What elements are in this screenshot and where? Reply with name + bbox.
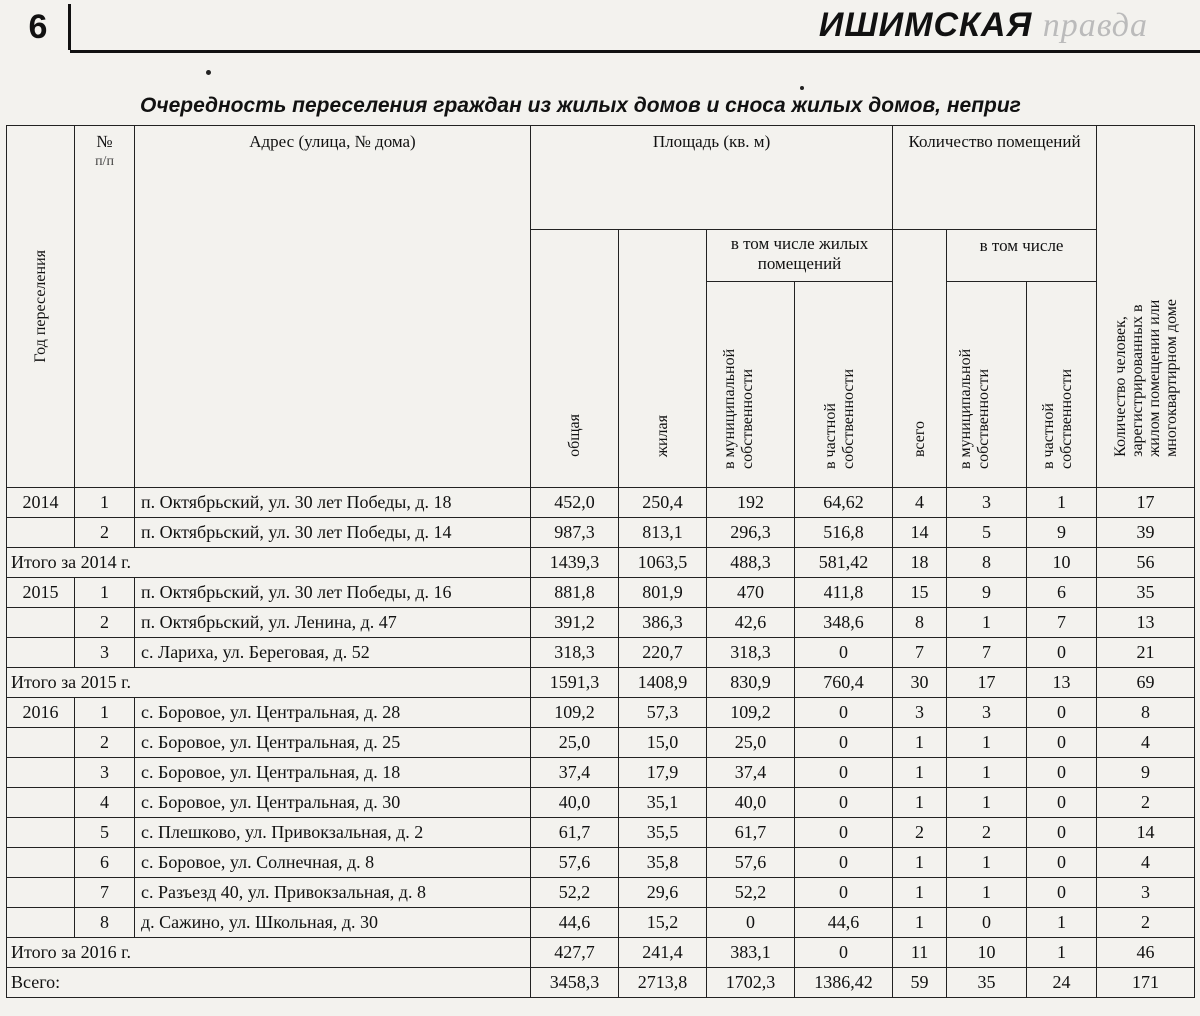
cell-area-living: 241,4: [619, 938, 707, 968]
cell-rooms-total: 3: [893, 698, 947, 728]
cell-rooms-priv: 0: [1027, 818, 1097, 848]
cell-rooms-priv: 1: [1027, 908, 1097, 938]
cell-rooms-total: 11: [893, 938, 947, 968]
cell-area-living: 35,5: [619, 818, 707, 848]
header-rule: [70, 50, 1200, 53]
cell-year: [7, 638, 75, 668]
masthead: [819, 6, 1148, 45]
cell-rooms-priv: 1: [1027, 938, 1097, 968]
cell-rooms-priv: 0: [1027, 848, 1097, 878]
cell-area-total: 452,0: [531, 488, 619, 518]
cell-number: 1: [75, 488, 135, 518]
header-rooms-total: всего: [893, 230, 947, 488]
cell-rooms-total: 4: [893, 488, 947, 518]
cell-rooms-total: 1: [893, 878, 947, 908]
cell-area-living: 386,3: [619, 608, 707, 638]
cell-area-living: 35,8: [619, 848, 707, 878]
cell-people: 2: [1097, 788, 1195, 818]
header-people: Количество человек, зарегистрированных в жилом помещении или многоквартирном доме: [1097, 126, 1195, 488]
table-row: [7, 758, 1195, 788]
cell-area-living: 57,3: [619, 698, 707, 728]
cell-area-total: 1439,3: [531, 548, 619, 578]
cell-rooms-mun: 5: [947, 518, 1027, 548]
table-row: [7, 818, 1195, 848]
cell-area-total: 37,4: [531, 758, 619, 788]
cell-rooms-total: 1: [893, 788, 947, 818]
cell-area-total: 109,2: [531, 698, 619, 728]
cell-address: с. Боровое, ул. Центральная, д. 25: [135, 728, 531, 758]
cell-rooms-priv: 7: [1027, 608, 1097, 638]
cell-rooms-mun: 8: [947, 548, 1027, 578]
cell-area-mun: 0: [707, 908, 795, 938]
cell-area-living: 220,7: [619, 638, 707, 668]
cell-area-total: 881,8: [531, 578, 619, 608]
cell-rooms-priv: 10: [1027, 548, 1097, 578]
cell-area-total: 25,0: [531, 728, 619, 758]
total-row: [7, 938, 1195, 968]
cell-area-mun: 25,0: [707, 728, 795, 758]
total-label: Всего:: [7, 968, 531, 998]
cell-rooms-mun: 0: [947, 908, 1027, 938]
cell-area-priv: 0: [795, 938, 893, 968]
cell-rooms-mun: 1: [947, 878, 1027, 908]
cell-year: 2016: [7, 698, 75, 728]
header-rooms-mun: в муниципальной собственности: [947, 282, 1027, 488]
header-rooms: Количество помещений: [893, 126, 1097, 230]
cell-area-total: 40,0: [531, 788, 619, 818]
cell-people: 171: [1097, 968, 1195, 998]
table-row: [7, 488, 1195, 518]
cell-address: п. Октябрьский, ул. 30 лет Победы, д. 18: [135, 488, 531, 518]
cell-area-living: 15,2: [619, 908, 707, 938]
cell-rooms-mun: 17: [947, 668, 1027, 698]
cell-area-priv: 0: [795, 728, 893, 758]
cell-number: 2: [75, 608, 135, 638]
cell-area-mun: 383,1: [707, 938, 795, 968]
cell-rooms-priv: 13: [1027, 668, 1097, 698]
cell-people: 17: [1097, 488, 1195, 518]
cell-area-mun: 37,4: [707, 758, 795, 788]
cell-year: [7, 608, 75, 638]
cell-area-mun: 296,3: [707, 518, 795, 548]
cell-people: 39: [1097, 518, 1195, 548]
cell-address: с. Лариха, ул. Береговая, д. 52: [135, 638, 531, 668]
cell-people: 13: [1097, 608, 1195, 638]
cell-area-mun: 52,2: [707, 878, 795, 908]
cell-area-living: 2713,8: [619, 968, 707, 998]
cell-number: 3: [75, 758, 135, 788]
total-label: Итого за 2014 г.: [7, 548, 531, 578]
cell-area-mun: 830,9: [707, 668, 795, 698]
cell-rooms-mun: 7: [947, 638, 1027, 668]
cell-year: [7, 758, 75, 788]
header-address: Адрес (улица, № дома): [135, 126, 531, 488]
cell-address: с. Боровое, ул. Центральная, д. 30: [135, 788, 531, 818]
cell-area-mun: 192: [707, 488, 795, 518]
cell-number: 6: [75, 848, 135, 878]
cell-year: 2015: [7, 578, 75, 608]
cell-area-living: 813,1: [619, 518, 707, 548]
cell-address: п. Октябрьский, ул. 30 лет Победы, д. 14: [135, 518, 531, 548]
cell-area-priv: 0: [795, 818, 893, 848]
cell-address: п. Октябрьский, ул. Ленина, д. 47: [135, 608, 531, 638]
table-row: [7, 578, 1195, 608]
cell-rooms-priv: 0: [1027, 788, 1097, 818]
cell-area-total: 987,3: [531, 518, 619, 548]
cell-rooms-total: 30: [893, 668, 947, 698]
cell-rooms-total: 1: [893, 728, 947, 758]
cell-rooms-total: 14: [893, 518, 947, 548]
cell-year: [7, 728, 75, 758]
table-row: [7, 608, 1195, 638]
total-label: Итого за 2015 г.: [7, 668, 531, 698]
cell-address: с. Разъезд 40, ул. Привокзальная, д. 8: [135, 878, 531, 908]
cell-rooms-mun: 1: [947, 728, 1027, 758]
cell-people: 35: [1097, 578, 1195, 608]
cell-rooms-total: 2: [893, 818, 947, 848]
cell-area-priv: 0: [795, 848, 893, 878]
cell-area-mun: 470: [707, 578, 795, 608]
cell-rooms-total: 8: [893, 608, 947, 638]
cell-area-priv: 348,6: [795, 608, 893, 638]
cell-people: 69: [1097, 668, 1195, 698]
cell-people: 21: [1097, 638, 1195, 668]
cell-rooms-mun: 1: [947, 848, 1027, 878]
cell-rooms-priv: 0: [1027, 758, 1097, 788]
cell-address: с. Боровое, ул. Солнечная, д. 8: [135, 848, 531, 878]
cell-area-total: 318,3: [531, 638, 619, 668]
total-row: [7, 548, 1195, 578]
cell-rooms-mun: 2: [947, 818, 1027, 848]
table-row: [7, 518, 1195, 548]
cell-rooms-total: 7: [893, 638, 947, 668]
cell-people: 14: [1097, 818, 1195, 848]
cell-people: 4: [1097, 848, 1195, 878]
cell-rooms-mun: 1: [947, 608, 1027, 638]
cell-rooms-priv: 1: [1027, 488, 1097, 518]
header-area-total: общая: [531, 230, 619, 488]
cell-address: с. Плешково, ул. Привокзальная, д. 2: [135, 818, 531, 848]
table-row: [7, 878, 1195, 908]
cell-area-total: 391,2: [531, 608, 619, 638]
table-row: [7, 788, 1195, 818]
cell-area-total: 44,6: [531, 908, 619, 938]
cell-number: 1: [75, 578, 135, 608]
print-speck: [206, 70, 211, 75]
header-area-incl: в том числе жилых помещений: [707, 230, 893, 282]
table-row: [7, 848, 1195, 878]
header-number: № п/п: [75, 126, 135, 488]
masthead-light: правда: [1042, 7, 1148, 44]
cell-address: с. Боровое, ул. Центральная, д. 18: [135, 758, 531, 788]
cell-year: [7, 848, 75, 878]
cell-rooms-mun: 3: [947, 698, 1027, 728]
cell-area-mun: 1702,3: [707, 968, 795, 998]
cell-rooms-priv: 0: [1027, 878, 1097, 908]
cell-people: 56: [1097, 548, 1195, 578]
cell-rooms-mun: 9: [947, 578, 1027, 608]
cell-year: [7, 908, 75, 938]
cell-year: [7, 818, 75, 848]
cell-rooms-priv: 9: [1027, 518, 1097, 548]
cell-area-total: 61,7: [531, 818, 619, 848]
cell-area-priv: 64,62: [795, 488, 893, 518]
cell-year: 2014: [7, 488, 75, 518]
cell-area-mun: 61,7: [707, 818, 795, 848]
cell-year: [7, 518, 75, 548]
cell-area-priv: 0: [795, 698, 893, 728]
cell-area-priv: 581,42: [795, 548, 893, 578]
newspaper-header: [0, 0, 1200, 56]
header-area-priv: в частной собственности: [795, 282, 893, 488]
cell-area-priv: 0: [795, 878, 893, 908]
cell-area-living: 1408,9: [619, 668, 707, 698]
cell-rooms-priv: 24: [1027, 968, 1097, 998]
cell-area-living: 801,9: [619, 578, 707, 608]
header-year: Год переселения: [7, 126, 75, 488]
cell-rooms-total: 18: [893, 548, 947, 578]
cell-rooms-priv: 0: [1027, 638, 1097, 668]
cell-area-total: 1591,3: [531, 668, 619, 698]
masthead-bold: ИШИМСКАЯ: [818, 6, 1033, 44]
cell-number: 8: [75, 908, 135, 938]
cell-rooms-mun: 1: [947, 758, 1027, 788]
cell-area-priv: 1386,42: [795, 968, 893, 998]
cell-area-mun: 488,3: [707, 548, 795, 578]
cell-area-living: 1063,5: [619, 548, 707, 578]
cell-area-priv: 0: [795, 788, 893, 818]
table-title: Очередность переселения граждан из жилых домов и сноса жилых домов, неприг: [140, 94, 1021, 117]
cell-number: 5: [75, 818, 135, 848]
cell-area-priv: 516,8: [795, 518, 893, 548]
table-row: [7, 698, 1195, 728]
cell-area-living: 250,4: [619, 488, 707, 518]
cell-address: с. Боровое, ул. Центральная, д. 28: [135, 698, 531, 728]
total-row: [7, 668, 1195, 698]
cell-area-living: 15,0: [619, 728, 707, 758]
cell-area-mun: 42,6: [707, 608, 795, 638]
cell-people: 2: [1097, 908, 1195, 938]
cell-year: [7, 878, 75, 908]
cell-rooms-priv: 6: [1027, 578, 1097, 608]
table-row: [7, 728, 1195, 758]
cell-area-priv: 411,8: [795, 578, 893, 608]
header-area: Площадь (кв. м): [531, 126, 893, 230]
cell-area-priv: 760,4: [795, 668, 893, 698]
cell-area-mun: 109,2: [707, 698, 795, 728]
cell-people: 8: [1097, 698, 1195, 728]
cell-number: 7: [75, 878, 135, 908]
cell-rooms-mun: 10: [947, 938, 1027, 968]
cell-number: 4: [75, 788, 135, 818]
table-row: [7, 638, 1195, 668]
header-area-living: жилая: [619, 230, 707, 488]
cell-area-mun: 318,3: [707, 638, 795, 668]
cell-area-living: 35,1: [619, 788, 707, 818]
cell-rooms-total: 1: [893, 758, 947, 788]
cell-area-living: 29,6: [619, 878, 707, 908]
cell-rooms-total: 59: [893, 968, 947, 998]
resettlement-table: [6, 125, 1195, 998]
header-rooms-priv: в частной собственности: [1027, 282, 1097, 488]
cell-rooms-priv: 0: [1027, 698, 1097, 728]
cell-address: п. Октябрьский, ул. 30 лет Победы, д. 16: [135, 578, 531, 608]
cell-rooms-mun: 35: [947, 968, 1027, 998]
cell-area-mun: 57,6: [707, 848, 795, 878]
table-row: [7, 908, 1195, 938]
header-area-mun: в муниципальной собственности: [707, 282, 795, 488]
cell-rooms-mun: 1: [947, 788, 1027, 818]
table-body: [7, 488, 1195, 998]
cell-people: 9: [1097, 758, 1195, 788]
cell-rooms-mun: 3: [947, 488, 1027, 518]
cell-area-priv: 44,6: [795, 908, 893, 938]
cell-area-total: 57,6: [531, 848, 619, 878]
cell-people: 46: [1097, 938, 1195, 968]
cell-number: 1: [75, 698, 135, 728]
page-number: 6: [8, 4, 71, 50]
cell-area-total: 427,7: [531, 938, 619, 968]
cell-area-priv: 0: [795, 638, 893, 668]
cell-rooms-total: 1: [893, 908, 947, 938]
cell-number: 3: [75, 638, 135, 668]
cell-number: 2: [75, 728, 135, 758]
header-rooms-incl: в том числе: [947, 230, 1097, 282]
total-row: [7, 968, 1195, 998]
cell-rooms-priv: 0: [1027, 728, 1097, 758]
cell-area-living: 17,9: [619, 758, 707, 788]
cell-rooms-total: 1: [893, 848, 947, 878]
total-label: Итого за 2016 г.: [7, 938, 531, 968]
cell-area-mun: 40,0: [707, 788, 795, 818]
cell-year: [7, 788, 75, 818]
cell-people: 4: [1097, 728, 1195, 758]
cell-address: д. Сажино, ул. Школьная, д. 30: [135, 908, 531, 938]
cell-rooms-total: 15: [893, 578, 947, 608]
cell-area-total: 52,2: [531, 878, 619, 908]
cell-people: 3: [1097, 878, 1195, 908]
cell-number: 2: [75, 518, 135, 548]
print-speck: [800, 86, 804, 90]
cell-area-total: 3458,3: [531, 968, 619, 998]
cell-area-priv: 0: [795, 758, 893, 788]
